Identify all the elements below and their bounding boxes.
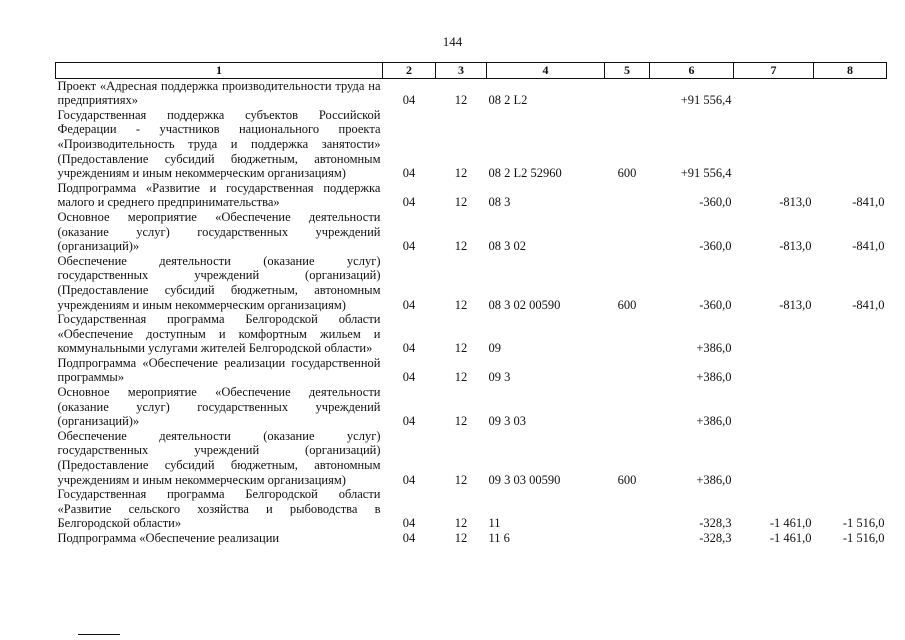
target-article-cell: 09 3 — [488, 370, 511, 385]
subsection-cell: 12 — [454, 414, 468, 429]
amount-col7-cell: -813,0 — [779, 195, 812, 210]
row-name-cell: Основное мероприятие «Обеспечение деятельности (оказание услуг) государственных учреждений (организаций)» — [57, 209, 381, 254]
amount-col6-cell: +91 556,4 — [680, 93, 732, 108]
amount-col7-cell — [734, 108, 814, 181]
row-name-cell: Подпрограмма «Развитие и государственная поддержка малого и среднего предпринимательства» — [57, 180, 381, 210]
expense-type-cell — [605, 78, 650, 108]
row-name-cell: Обеспечение деятельности (оказание услуг) государственных учреждений (организаций) (Предоставление субсидий бюджетным, автономным учреждениям и иным некоммерческим организациям) — [57, 253, 381, 312]
amount-col8-cell: -841,0 — [852, 239, 885, 254]
subsection-cell: 12 — [454, 239, 468, 254]
expense-type-cell — [605, 385, 650, 429]
target-article-cell: 09 3 03 — [488, 414, 526, 429]
amount-col6-cell: +386,0 — [696, 414, 732, 429]
table-row — [56, 312, 887, 356]
amount-col8-cell: -841,0 — [852, 195, 885, 210]
section-cell: 04 — [402, 516, 416, 531]
subsection-cell: 12 — [454, 297, 468, 312]
expense-type-cell: 600 — [617, 472, 637, 487]
amount-col8-cell — [814, 312, 887, 356]
target-article-cell: 09 — [488, 341, 501, 356]
table-row — [56, 108, 887, 181]
table-row — [56, 531, 887, 546]
subsection-cell: 12 — [454, 166, 468, 181]
amount-col7-cell — [734, 312, 814, 356]
section-cell: 04 — [402, 166, 416, 181]
table-row — [56, 181, 887, 210]
expense-type-cell — [605, 312, 650, 356]
row-name-cell: Основное мероприятие «Обеспечение деятельности (оказание услуг) государственных учреждений (организаций)» — [57, 385, 381, 429]
column-header: 6 — [650, 63, 734, 79]
column-header: 1 — [56, 63, 383, 79]
column-header: 5 — [605, 63, 650, 79]
amount-col8-cell — [814, 78, 887, 108]
table-row — [56, 210, 887, 254]
row-name-cell: Государственная программа Белгородской области «Развитие сельского хозяйства и рыбоводства в Белгородской области» — [57, 487, 381, 531]
table-body — [56, 78, 887, 546]
target-article-cell: 08 3 02 00590 — [488, 297, 561, 312]
expense-type-cell — [605, 487, 650, 531]
amount-col7-cell — [734, 356, 814, 385]
amount-col6-cell: +91 556,4 — [680, 166, 732, 181]
amount-col8-cell: -1 516,0 — [842, 531, 885, 545]
amount-col6-cell: -360,0 — [699, 297, 732, 312]
footer-rule — [78, 634, 120, 635]
amount-col7-cell — [734, 429, 814, 487]
section-cell: 04 — [402, 239, 416, 254]
amount-col7-cell: -1 461,0 — [769, 516, 812, 531]
amount-col7-cell: -813,0 — [779, 239, 812, 254]
amount-col7-cell: -1 461,0 — [769, 531, 812, 545]
section-cell: 04 — [402, 93, 416, 108]
table-row — [56, 254, 887, 312]
amount-col6-cell: +386,0 — [696, 341, 732, 356]
table-row — [56, 429, 887, 487]
column-header: 7 — [734, 63, 814, 79]
row-name-cell: Подпрограмма «Обеспечение реализации — [57, 531, 280, 545]
budget-table — [55, 62, 887, 546]
section-cell: 04 — [402, 414, 416, 429]
expense-type-cell: 600 — [617, 297, 637, 312]
target-article-cell: 08 3 — [488, 195, 511, 210]
amount-col8-cell: -841,0 — [852, 297, 885, 312]
column-header: 3 — [436, 63, 487, 79]
amount-col6-cell: -328,3 — [699, 516, 732, 531]
column-header: 8 — [814, 63, 887, 79]
expense-type-cell: 600 — [617, 166, 637, 181]
amount-col6-cell: +386,0 — [696, 370, 732, 385]
row-name-cell: Государственная программа Белгородской области «Обеспечение доступным и комфортным жильем и коммунальными услугами жителей Белгородской области» — [57, 312, 381, 356]
subsection-cell: 12 — [454, 341, 468, 356]
amount-col6-cell: -328,3 — [699, 531, 732, 545]
header-row — [56, 63, 887, 79]
section-cell: 04 — [402, 341, 416, 356]
subsection-cell: 12 — [454, 472, 468, 487]
amount-col6-cell: +386,0 — [696, 472, 732, 487]
target-article-cell: 08 2 L2 52960 — [488, 166, 562, 181]
subsection-cell: 12 — [454, 531, 468, 545]
expense-type-cell — [605, 531, 650, 546]
table-row — [56, 487, 887, 531]
amount-col7-cell — [734, 78, 814, 108]
target-article-cell: 08 3 02 — [488, 239, 526, 254]
section-cell: 04 — [402, 531, 416, 545]
row-name-cell: Проект «Адресная поддержка производительности труда на предприятиях» — [57, 78, 381, 108]
amount-col6-cell: -360,0 — [699, 195, 732, 210]
column-header: 2 — [383, 63, 436, 79]
amount-col8-cell — [814, 385, 887, 429]
amount-col8-cell — [814, 429, 887, 487]
table-row — [56, 385, 887, 429]
amount-col7-cell — [734, 385, 814, 429]
target-article-cell: 11 — [488, 516, 501, 531]
target-article-cell: 11 6 — [488, 531, 510, 545]
subsection-cell: 12 — [454, 195, 468, 210]
expense-type-cell — [605, 356, 650, 385]
amount-col7-cell: -813,0 — [779, 297, 812, 312]
section-cell: 04 — [402, 472, 416, 487]
column-header: 4 — [487, 63, 605, 79]
row-name-cell: Государственная поддержка субъектов Российской Федерации - участников национального проекта «Производительность труда и поддержка занятости» (Предоставление субсидий бюджетным, автономным учреждениям и иным некоммерческим организациям) — [57, 107, 381, 181]
row-name-cell: Подпрограмма «Обеспечение реализации государственной программы» — [57, 355, 381, 385]
expense-type-cell — [605, 181, 650, 210]
target-article-cell: 09 3 03 00590 — [488, 472, 561, 487]
row-name-cell: Обеспечение деятельности (оказание услуг) государственных учреждений (организаций) (Предоставление субсидий бюджетным, автономным учреждениям и иным некоммерческим организациям) — [57, 428, 381, 487]
amount-col8-cell — [814, 356, 887, 385]
table-row — [56, 78, 887, 108]
page-number: 144 — [442, 34, 463, 49]
subsection-cell: 12 — [454, 93, 468, 108]
expense-type-cell — [605, 210, 650, 254]
table-row — [56, 356, 887, 385]
subsection-cell: 12 — [454, 516, 468, 531]
section-cell: 04 — [402, 370, 416, 385]
section-cell: 04 — [402, 297, 416, 312]
subsection-cell: 12 — [454, 370, 468, 385]
amount-col8-cell: -1 516,0 — [842, 516, 885, 531]
amount-col8-cell — [814, 108, 887, 181]
section-cell: 04 — [402, 195, 416, 210]
target-article-cell: 08 2 L2 — [488, 93, 528, 108]
amount-col6-cell: -360,0 — [699, 239, 732, 254]
